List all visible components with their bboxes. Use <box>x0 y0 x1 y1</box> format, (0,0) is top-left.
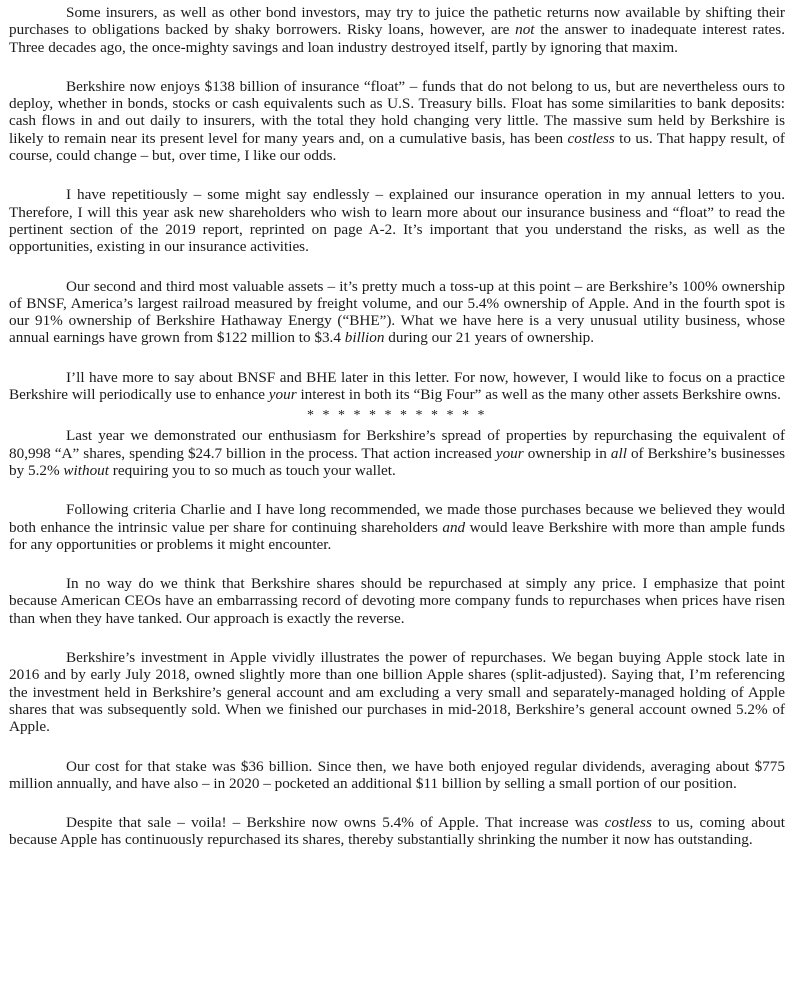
text-run: interest in both its “Big Four” as well as the many other assets Berkshire owns. <box>296 386 781 404</box>
text-run: to us. That happy result, of course, could change – but, over time, I like our odds. <box>9 129 785 165</box>
italic-run: all <box>610 444 627 462</box>
paragraph-group-after <box>9 427 785 848</box>
text-run: Following criteria Charlie and I have long recommended, we made those purchases because we believed they would both enhance the intrinsic value per share for continuing shareholders <box>9 501 785 536</box>
paragraph-bnsf-bhe <box>9 369 785 404</box>
paragraph-insurance-float <box>9 78 785 164</box>
paragraph-valuable-assets <box>9 278 785 347</box>
text-run: of Berkshire’s businesses by 5.2% <box>9 444 785 479</box>
paragraph-any-price <box>9 575 785 627</box>
text-run: Despite that sale – voila! – Berkshire now owns 5.4% of Apple. That increase was <box>66 814 605 832</box>
italic-run: billion <box>344 329 385 347</box>
paragraph-apple-ownership <box>9 814 785 849</box>
text-run: Berkshire now enjoys $138 billion of insurance “float” – funds that do not belong to us, but are nevertheless ours to deploy, whether in bonds, stocks or cash equivalents such as U.S. Treasury bills. Float has some similarities to bank deposits: cash flows in and out daily to insurers, with the total they hold changing very little. The massive sum held by Berkshire is likely to remain near its present level for many years and, on a cumulative basis, has been <box>9 77 785 147</box>
text-run: Berkshire’s investment in Apple vividly illustrates the power of repurchases. We began buying Apple stock late in 2016 and by early July 2018, owned slightly more than one billion Apple shares (split-adjusted). Saying that, I’m referencing the investment held in Berkshire’s general account and am excluding a very small and separately-managed holding of Apple shares that was subsequently sold. When we finished our purchases in mid-2018, Berkshire’s general account owned 5.2% of Apple. <box>9 649 785 736</box>
text-run: the answer to inadequate interest rates. Three decades ago, the once-mighty savings and loan industry destroyed itself, partly by ignoring that maxim. <box>9 21 785 56</box>
paragraph-group-before <box>9 4 785 403</box>
text-run: would leave Berkshire with more than ample funds for any opportunities or problems it might encounter. <box>9 518 785 553</box>
paragraph-apple-cost <box>9 758 785 793</box>
text-run: requiring you to so much as touch your wallet. <box>109 461 396 479</box>
italic-run: costless <box>604 814 652 832</box>
italic-run: costless <box>567 129 615 147</box>
text-run: In no way do we think that Berkshire shares should be repurchased at simply any price. I emphasize that point because American CEOs have an embarrassing record of devoting more company funds to repurchases when prices have risen than when they have tanked. Our approach is exactly the reverse. <box>9 575 785 627</box>
text-run: Some insurers, as well as other bond investors, may try to juice the pathetic returns now available by shifting their purchases to obligations backed by shaky borrowers. Risky loans, however, are <box>9 4 785 39</box>
text-run: ownership in <box>523 444 611 462</box>
text-run: during our 21 years of ownership. <box>384 329 595 347</box>
text-run: to us, coming about because Apple has continuously repurchased its shares, thereby substantially shrinking the number it now has outstanding. <box>9 814 785 849</box>
text-run: Last year we demonstrated our enthusiasm for Berkshire’s spread of properties by repurchasing the equivalent of 80,998 “A” shares, spending $24.7 billion in the process. That action increased <box>9 427 785 462</box>
italic-run: not <box>515 21 535 39</box>
text-run: I have repetitiously – some might say endlessly – explained our insurance operation in my annual letters to you. Therefore, I will this year ask new shareholders who wish to learn more about our insurance business and “float” to read the pertinent section of the 2019 report, reprinted on page A-2. It’s important that you understand the risks, as well as the opportunities, existing in our insurance activities. <box>9 186 785 256</box>
paragraph-repurchasing <box>9 427 785 479</box>
paragraph-insurance-operation <box>9 186 785 255</box>
text-run: I’ll have more to say about BNSF and BHE later in this letter. For now, however, I would like to focus on a practice Berkshire will periodically use to enhance <box>9 368 785 404</box>
letter-page <box>9 4 785 871</box>
italic-run: and <box>442 518 466 536</box>
paragraph-criteria <box>9 501 785 553</box>
paragraph-bond-investors <box>9 4 785 56</box>
italic-run: your <box>268 386 297 404</box>
text-run: Our second and third most valuable assets – it’s pretty much a toss-up at this point – are Berkshire’s 100% ownership of BNSF, America’s largest railroad measured by freight volume, and our 5.4% ownership of Apple. And in the fourth spot is our 91% ownership of Berkshire Hathaway Energy (“BHE”). What we have here is a very unusual utility business, whose annual earnings have grown from $122 million to $3.4 <box>9 277 785 347</box>
italic-run: your <box>495 444 524 462</box>
paragraph-apple-investment <box>9 649 785 735</box>
text-run: Our cost for that stake was $36 billion. Since then, we have both enjoyed regular dividends, averaging about $775 million annually, and have also – in 2020 – pocketed an additional $11 billion by selling a small portion of our position. <box>9 757 785 792</box>
section-separator: * * * * * * * * * * * * <box>307 408 487 424</box>
italic-run: without <box>63 461 109 479</box>
